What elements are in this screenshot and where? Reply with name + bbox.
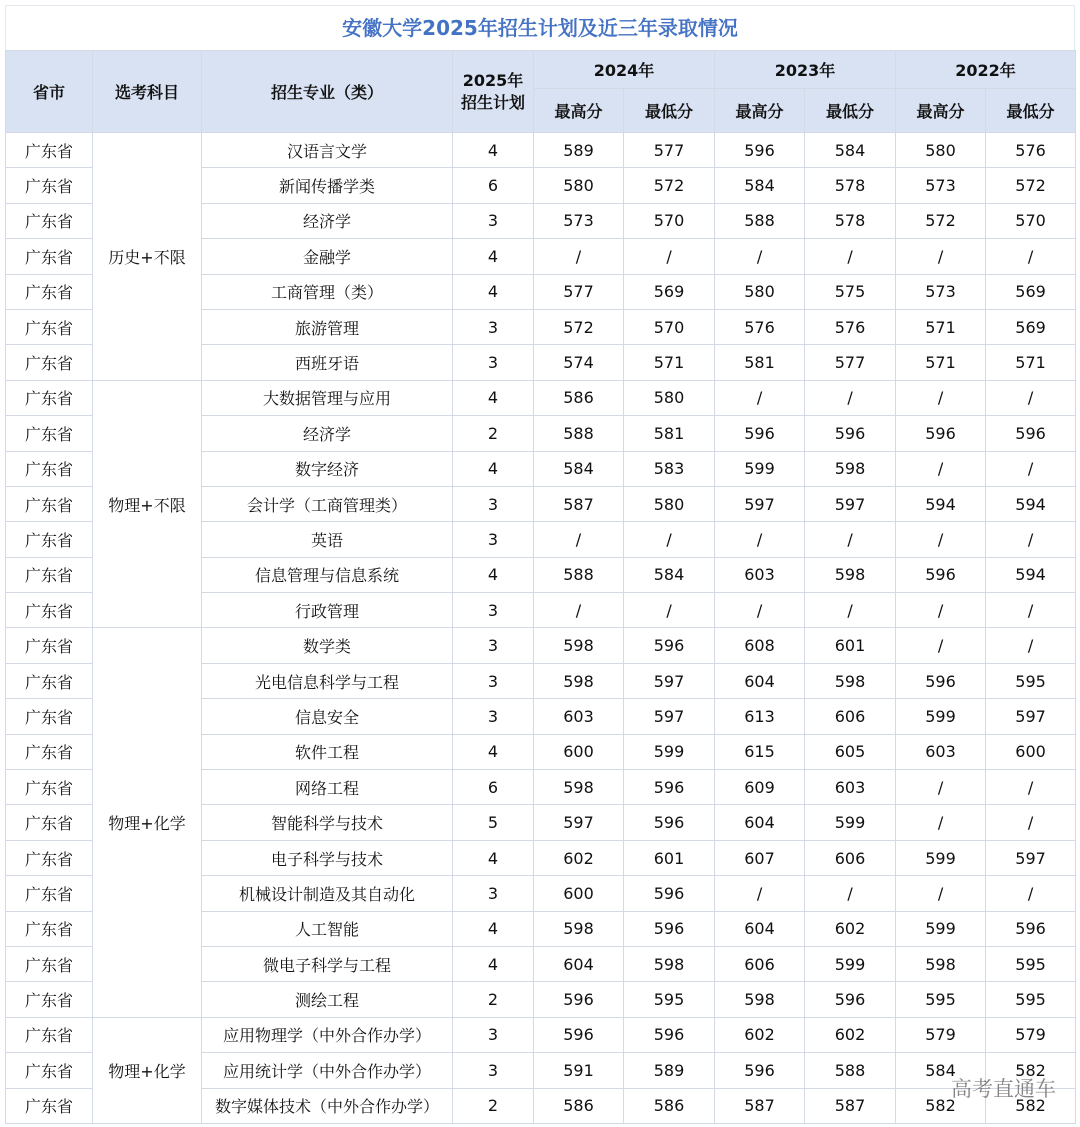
score-min-2022: 600	[986, 734, 1076, 769]
score-min-2022: /	[986, 451, 1076, 486]
score-max-2024: /	[534, 239, 624, 274]
score-max-2022: 599	[896, 911, 986, 946]
plan-cell: 3	[453, 628, 534, 663]
score-max-2023: 609	[715, 770, 805, 805]
score-max-2022: /	[896, 522, 986, 557]
header-year-2023: 2023年	[715, 51, 896, 89]
score-max-2023: /	[715, 876, 805, 911]
subjects-cell: 历史+不限	[93, 133, 202, 381]
score-max-2023: 587	[715, 1088, 805, 1123]
score-max-2022: 594	[896, 486, 986, 521]
major-cell: 应用统计学（中外合作办学）	[202, 1053, 453, 1088]
score-min-2023: 598	[805, 451, 896, 486]
score-max-2023: 596	[715, 133, 805, 168]
score-min-2023: 577	[805, 345, 896, 380]
plan-cell: 3	[453, 593, 534, 628]
page-title: 安徽大学2025年招生计划及近三年录取情况	[5, 5, 1075, 50]
province-cell: 广东省	[6, 946, 93, 981]
score-max-2023: 607	[715, 840, 805, 875]
score-max-2024: 598	[534, 911, 624, 946]
score-min-2023: 602	[805, 1017, 896, 1052]
score-min-2022: 595	[986, 982, 1076, 1017]
score-min-2022: 597	[986, 840, 1076, 875]
header-year-2022: 2022年	[896, 51, 1076, 89]
province-cell: 广东省	[6, 911, 93, 946]
plan-cell: 4	[453, 911, 534, 946]
score-min-2024: 596	[624, 1017, 715, 1052]
score-min-2023: 599	[805, 805, 896, 840]
score-max-2022: 579	[896, 1017, 986, 1052]
score-min-2022: 594	[986, 557, 1076, 592]
score-max-2022: 598	[896, 946, 986, 981]
score-min-2024: 571	[624, 345, 715, 380]
major-cell: 网络工程	[202, 770, 453, 805]
score-min-2024: 583	[624, 451, 715, 486]
major-cell: 数学类	[202, 628, 453, 663]
score-max-2024: 588	[534, 416, 624, 451]
plan-cell: 3	[453, 522, 534, 557]
score-min-2023: /	[805, 876, 896, 911]
province-cell: 广东省	[6, 416, 93, 451]
province-cell: 广东省	[6, 239, 93, 274]
score-max-2023: 581	[715, 345, 805, 380]
score-min-2022: /	[986, 770, 1076, 805]
major-cell: 智能科学与技术	[202, 805, 453, 840]
plan-cell: 6	[453, 770, 534, 805]
score-min-2022: 582	[986, 1053, 1076, 1088]
plan-cell: 3	[453, 876, 534, 911]
score-max-2023: 604	[715, 911, 805, 946]
score-min-2024: 599	[624, 734, 715, 769]
score-max-2023: /	[715, 239, 805, 274]
major-cell: 经济学	[202, 203, 453, 238]
province-cell: 广东省	[6, 982, 93, 1017]
score-max-2023: 604	[715, 663, 805, 698]
score-max-2023: 603	[715, 557, 805, 592]
score-min-2023: 576	[805, 309, 896, 344]
plan-cell: 2	[453, 1088, 534, 1123]
score-min-2023: 597	[805, 486, 896, 521]
score-max-2024: 586	[534, 1088, 624, 1123]
subjects-cell: 物理+化学	[93, 628, 202, 1017]
score-min-2022: 569	[986, 309, 1076, 344]
major-cell: 机械设计制造及其自动化	[202, 876, 453, 911]
score-min-2024: 577	[624, 133, 715, 168]
score-max-2024: 587	[534, 486, 624, 521]
subjects-cell: 物理+化学	[93, 1017, 202, 1123]
major-cell: 行政管理	[202, 593, 453, 628]
province-cell: 广东省	[6, 593, 93, 628]
score-max-2024: 598	[534, 663, 624, 698]
score-min-2023: 603	[805, 770, 896, 805]
plan-cell: 6	[453, 168, 534, 203]
score-min-2022: 596	[986, 416, 1076, 451]
header-min-score: 最低分	[624, 89, 715, 133]
score-max-2024: 589	[534, 133, 624, 168]
province-cell: 广东省	[6, 699, 93, 734]
table-row	[6, 628, 1076, 663]
score-max-2024: 597	[534, 805, 624, 840]
score-max-2024: 596	[534, 982, 624, 1017]
province-cell: 广东省	[6, 1017, 93, 1052]
major-cell: 测绘工程	[202, 982, 453, 1017]
score-max-2024: 602	[534, 840, 624, 875]
province-cell: 广东省	[6, 380, 93, 415]
score-max-2023: 580	[715, 274, 805, 309]
score-max-2023: /	[715, 522, 805, 557]
plan-cell: 4	[453, 274, 534, 309]
major-cell: 会计学（工商管理类）	[202, 486, 453, 521]
province-cell: 广东省	[6, 345, 93, 380]
plan-cell: 2	[453, 982, 534, 1017]
score-max-2024: /	[534, 593, 624, 628]
score-max-2024: 584	[534, 451, 624, 486]
score-min-2024: /	[624, 593, 715, 628]
plan-cell: 3	[453, 1053, 534, 1088]
score-max-2022: 599	[896, 699, 986, 734]
province-cell: 广东省	[6, 770, 93, 805]
score-min-2023: 596	[805, 982, 896, 1017]
province-cell: 广东省	[6, 734, 93, 769]
score-max-2022: 596	[896, 416, 986, 451]
score-max-2022: 580	[896, 133, 986, 168]
score-max-2022: /	[896, 451, 986, 486]
major-cell: 汉语言文学	[202, 133, 453, 168]
score-min-2024: 569	[624, 274, 715, 309]
admission-table	[5, 50, 1076, 1124]
score-min-2022: /	[986, 522, 1076, 557]
table-row	[6, 133, 1076, 168]
score-min-2024: /	[624, 239, 715, 274]
score-max-2023: 597	[715, 486, 805, 521]
score-max-2024: 577	[534, 274, 624, 309]
score-min-2022: 595	[986, 663, 1076, 698]
province-cell: 广东省	[6, 840, 93, 875]
score-max-2023: 576	[715, 309, 805, 344]
score-min-2023: 587	[805, 1088, 896, 1123]
major-cell: 数字经济	[202, 451, 453, 486]
score-max-2022: 596	[896, 557, 986, 592]
major-cell: 旅游管理	[202, 309, 453, 344]
score-max-2022: 599	[896, 840, 986, 875]
plan-cell: 4	[453, 380, 534, 415]
province-cell: 广东省	[6, 486, 93, 521]
score-max-2022: 584	[896, 1053, 986, 1088]
score-min-2024: 601	[624, 840, 715, 875]
score-min-2023: 584	[805, 133, 896, 168]
table-row	[6, 380, 1076, 415]
major-cell: 英语	[202, 522, 453, 557]
header-min-score: 最低分	[805, 89, 896, 133]
major-cell: 电子科学与技术	[202, 840, 453, 875]
table-row	[6, 1017, 1076, 1052]
score-max-2023: 598	[715, 982, 805, 1017]
score-max-2023: 584	[715, 168, 805, 203]
score-min-2022: 597	[986, 699, 1076, 734]
plan-cell: 3	[453, 203, 534, 238]
score-min-2024: 584	[624, 557, 715, 592]
score-min-2024: 596	[624, 805, 715, 840]
province-cell: 广东省	[6, 1088, 93, 1123]
major-cell: 信息安全	[202, 699, 453, 734]
plan-cell: 4	[453, 840, 534, 875]
score-max-2022: 582	[896, 1088, 986, 1123]
score-min-2023: 578	[805, 203, 896, 238]
plan-cell: 4	[453, 451, 534, 486]
score-max-2024: 591	[534, 1053, 624, 1088]
score-max-2024: /	[534, 522, 624, 557]
score-min-2023: 598	[805, 557, 896, 592]
score-max-2022: 596	[896, 663, 986, 698]
plan-cell: 3	[453, 699, 534, 734]
score-max-2024: 574	[534, 345, 624, 380]
score-max-2023: 588	[715, 203, 805, 238]
score-min-2024: 570	[624, 309, 715, 344]
score-max-2024: 600	[534, 876, 624, 911]
watermark: 高考直通车	[951, 1077, 1056, 1101]
province-cell: 广东省	[6, 309, 93, 344]
plan-cell: 3	[453, 663, 534, 698]
major-cell: 人工智能	[202, 911, 453, 946]
score-max-2022: 603	[896, 734, 986, 769]
province-cell: 广东省	[6, 805, 93, 840]
score-min-2022: 571	[986, 345, 1076, 380]
score-min-2023: 606	[805, 699, 896, 734]
header-max-score: 最高分	[715, 89, 805, 133]
plan-cell: 4	[453, 239, 534, 274]
header-plan: 2025年 招生计划	[453, 51, 534, 133]
score-min-2022: 596	[986, 911, 1076, 946]
score-min-2024: 596	[624, 770, 715, 805]
major-cell: 软件工程	[202, 734, 453, 769]
province-cell: 广东省	[6, 557, 93, 592]
plan-cell: 3	[453, 486, 534, 521]
score-min-2024: 597	[624, 663, 715, 698]
score-min-2023: 601	[805, 628, 896, 663]
score-min-2024: 595	[624, 982, 715, 1017]
score-min-2024: 586	[624, 1088, 715, 1123]
header-major: 招生专业（类）	[202, 51, 453, 133]
major-cell: 工商管理（类）	[202, 274, 453, 309]
score-max-2023: /	[715, 593, 805, 628]
province-cell: 广东省	[6, 274, 93, 309]
score-min-2023: 605	[805, 734, 896, 769]
header-year-2024: 2024年	[534, 51, 715, 89]
score-min-2022: /	[986, 380, 1076, 415]
score-min-2024: 580	[624, 380, 715, 415]
major-cell: 新闻传播学类	[202, 168, 453, 203]
score-max-2024: 604	[534, 946, 624, 981]
major-cell: 数字媒体技术（中外合作办学）	[202, 1088, 453, 1123]
score-min-2022: 579	[986, 1017, 1076, 1052]
major-cell: 信息管理与信息系统	[202, 557, 453, 592]
plan-cell: 4	[453, 133, 534, 168]
score-min-2022: /	[986, 239, 1076, 274]
major-cell: 光电信息科学与工程	[202, 663, 453, 698]
score-max-2023: 615	[715, 734, 805, 769]
score-min-2022: 570	[986, 203, 1076, 238]
score-min-2022: 582	[986, 1088, 1076, 1123]
score-max-2022: 571	[896, 309, 986, 344]
score-max-2023: 596	[715, 1053, 805, 1088]
province-cell: 广东省	[6, 876, 93, 911]
score-max-2023: 602	[715, 1017, 805, 1052]
score-max-2022: 573	[896, 274, 986, 309]
score-max-2024: 598	[534, 628, 624, 663]
score-min-2022: 569	[986, 274, 1076, 309]
score-max-2022: /	[896, 805, 986, 840]
score-max-2022: /	[896, 876, 986, 911]
plan-cell: 3	[453, 345, 534, 380]
score-max-2022: 573	[896, 168, 986, 203]
score-max-2024: 573	[534, 203, 624, 238]
score-min-2022: 595	[986, 946, 1076, 981]
score-min-2024: 596	[624, 911, 715, 946]
score-min-2024: /	[624, 522, 715, 557]
score-max-2023: 596	[715, 416, 805, 451]
score-min-2023: 578	[805, 168, 896, 203]
score-max-2023: /	[715, 380, 805, 415]
score-max-2022: 572	[896, 203, 986, 238]
score-max-2024: 600	[534, 734, 624, 769]
major-cell: 西班牙语	[202, 345, 453, 380]
score-min-2022: /	[986, 628, 1076, 663]
plan-cell: 3	[453, 1017, 534, 1052]
score-max-2022: /	[896, 770, 986, 805]
score-min-2023: /	[805, 522, 896, 557]
score-max-2024: 596	[534, 1017, 624, 1052]
plan-cell: 4	[453, 946, 534, 981]
major-cell: 经济学	[202, 416, 453, 451]
major-cell: 应用物理学（中外合作办学）	[202, 1017, 453, 1052]
score-min-2022: /	[986, 876, 1076, 911]
score-max-2024: 572	[534, 309, 624, 344]
score-max-2022: /	[896, 593, 986, 628]
score-max-2022: 571	[896, 345, 986, 380]
score-min-2023: 596	[805, 416, 896, 451]
province-cell: 广东省	[6, 451, 93, 486]
header-max-score: 最高分	[896, 89, 986, 133]
table-body	[6, 133, 1076, 1124]
score-min-2024: 598	[624, 946, 715, 981]
province-cell: 广东省	[6, 628, 93, 663]
score-max-2023: 599	[715, 451, 805, 486]
plan-cell: 2	[453, 416, 534, 451]
score-min-2023: /	[805, 239, 896, 274]
province-cell: 广东省	[6, 522, 93, 557]
major-cell: 微电子科学与工程	[202, 946, 453, 981]
score-max-2024: 603	[534, 699, 624, 734]
score-min-2023: 588	[805, 1053, 896, 1088]
score-max-2022: /	[896, 380, 986, 415]
score-min-2023: 575	[805, 274, 896, 309]
score-min-2023: 598	[805, 663, 896, 698]
score-min-2023: /	[805, 593, 896, 628]
score-min-2023: 606	[805, 840, 896, 875]
province-cell: 广东省	[6, 133, 93, 168]
score-max-2022: /	[896, 628, 986, 663]
major-cell: 大数据管理与应用	[202, 380, 453, 415]
header-max-score: 最高分	[534, 89, 624, 133]
plan-cell: 4	[453, 557, 534, 592]
score-max-2024: 598	[534, 770, 624, 805]
score-min-2022: 594	[986, 486, 1076, 521]
score-max-2023: 608	[715, 628, 805, 663]
score-min-2023: 602	[805, 911, 896, 946]
score-min-2022: 572	[986, 168, 1076, 203]
score-min-2024: 572	[624, 168, 715, 203]
plan-cell: 3	[453, 309, 534, 344]
score-min-2024: 589	[624, 1053, 715, 1088]
score-min-2022: /	[986, 593, 1076, 628]
score-max-2024: 580	[534, 168, 624, 203]
header-province: 省市	[6, 51, 93, 133]
score-min-2024: 597	[624, 699, 715, 734]
subjects-cell: 物理+不限	[93, 380, 202, 628]
score-min-2022: /	[986, 805, 1076, 840]
score-min-2024: 596	[624, 876, 715, 911]
province-cell: 广东省	[6, 663, 93, 698]
score-max-2024: 588	[534, 557, 624, 592]
score-min-2024: 570	[624, 203, 715, 238]
score-min-2024: 580	[624, 486, 715, 521]
score-min-2022: 576	[986, 133, 1076, 168]
score-min-2024: 581	[624, 416, 715, 451]
score-max-2024: 586	[534, 380, 624, 415]
plan-cell: 4	[453, 734, 534, 769]
header-subjects: 选考科目	[93, 51, 202, 133]
score-min-2024: 596	[624, 628, 715, 663]
major-cell: 金融学	[202, 239, 453, 274]
score-min-2023: 599	[805, 946, 896, 981]
province-cell: 广东省	[6, 168, 93, 203]
score-max-2023: 604	[715, 805, 805, 840]
score-max-2023: 606	[715, 946, 805, 981]
score-min-2023: /	[805, 380, 896, 415]
plan-cell: 5	[453, 805, 534, 840]
admission-table-document	[5, 5, 1075, 1124]
score-max-2023: 613	[715, 699, 805, 734]
province-cell: 广东省	[6, 1053, 93, 1088]
score-max-2022: 595	[896, 982, 986, 1017]
header-min-score: 最低分	[986, 89, 1076, 133]
province-cell: 广东省	[6, 203, 93, 238]
score-max-2022: /	[896, 239, 986, 274]
